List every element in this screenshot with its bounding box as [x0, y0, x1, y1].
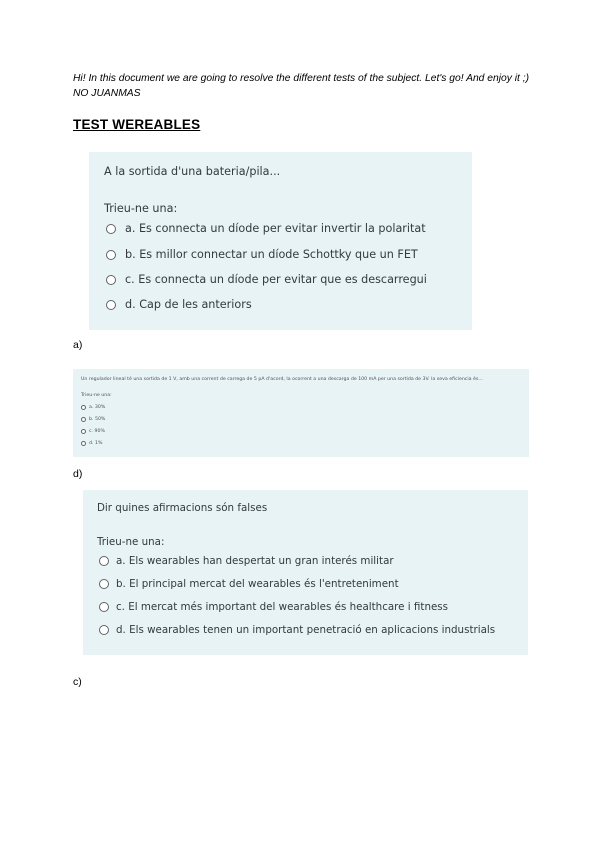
question-card-3 [83, 490, 528, 655]
radio-icon[interactable] [99, 625, 109, 635]
option-b[interactable] [99, 578, 399, 590]
radio-icon[interactable] [106, 300, 116, 310]
radio-icon[interactable] [99, 579, 109, 589]
option-label: a. 30% [89, 405, 106, 410]
option-label: d. Cap de les anteriors [125, 298, 252, 311]
option-c[interactable] [106, 273, 427, 286]
question-text: Dir quines afirmacions són falses [97, 502, 268, 514]
radio-icon[interactable] [106, 275, 116, 285]
option-c[interactable] [81, 429, 105, 434]
question-text: Un regulador lineal té una sortida de 1 V, amb una corrent de carrega de 5 pA d'acord, la ocorrent a una descarga de 100 mA per una sortida de 3V. la seva eficiencia és... [81, 377, 483, 382]
radio-icon[interactable] [81, 417, 86, 422]
option-b[interactable] [106, 248, 418, 261]
radio-icon[interactable] [81, 429, 86, 434]
answer-label-3: c) [73, 676, 82, 688]
question-card-1 [89, 152, 472, 330]
answer-label-1: a) [73, 339, 83, 351]
option-d[interactable] [81, 441, 102, 446]
option-label: b. 50% [89, 417, 106, 422]
choose-prompt: Trieu-ne una: [104, 202, 178, 215]
radio-icon[interactable] [106, 224, 116, 234]
radio-icon[interactable] [106, 250, 116, 260]
option-d[interactable] [106, 298, 252, 311]
option-c[interactable] [99, 601, 448, 613]
option-a[interactable] [81, 405, 105, 410]
page-heading: TEST WEREABLES [73, 117, 201, 132]
option-label: d. Els wearables tenen un important penetració en aplicacions industrials [116, 624, 496, 636]
option-label: c. Es connecta un díode per evitar que es descarregui [125, 273, 427, 286]
option-label: c. 90% [89, 429, 105, 434]
option-label: d. 1% [89, 441, 103, 446]
option-label: a. Els wearables han despertat un gran interés militar [116, 555, 394, 567]
question-card-2 [73, 369, 529, 457]
radio-icon[interactable] [81, 441, 86, 446]
intro-text: Hi! In this document we are going to resolve the different tests of the subject. Let's go! And enjoy it ;) NO JUANMAS [73, 73, 530, 99]
radio-icon[interactable] [99, 556, 109, 566]
option-label: c. El mercat més important del wearables és healthcare i fitness [116, 601, 449, 613]
choose-prompt: Trieu-ne una: [97, 536, 165, 548]
option-label: a. Es connecta un díode per evitar invertir la polaritat [125, 222, 426, 235]
option-d[interactable] [99, 624, 495, 636]
option-label: b. El principal mercat del wearables és l'entreteniment [116, 578, 399, 590]
option-a[interactable] [99, 555, 394, 567]
radio-icon[interactable] [81, 405, 86, 410]
radio-icon[interactable] [99, 602, 109, 612]
answer-label-2: d) [73, 468, 83, 480]
option-label: b. Es millor connectar un díode Schottky que un FET [125, 248, 418, 261]
option-a[interactable] [106, 222, 426, 235]
option-b[interactable] [81, 417, 105, 422]
choose-prompt: Trieu-ne una: [81, 393, 112, 398]
question-text: A la sortida d'una bateria/pila... [104, 165, 281, 178]
